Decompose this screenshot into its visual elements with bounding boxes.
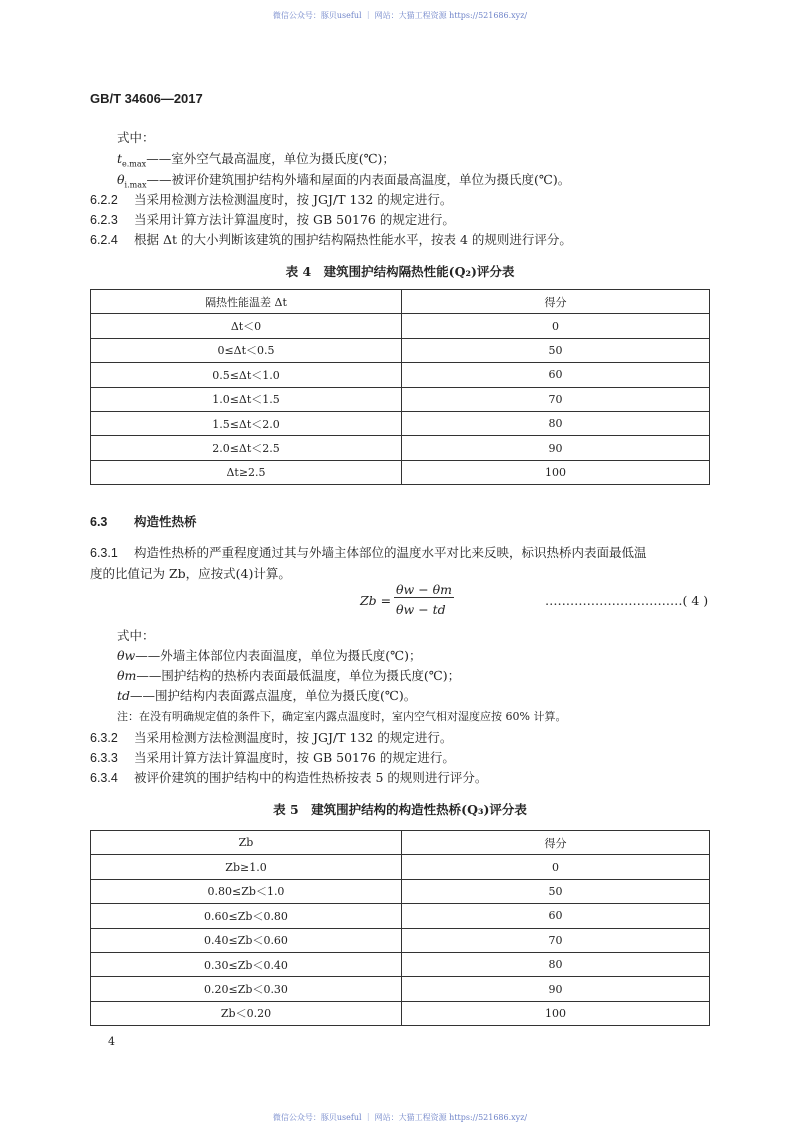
score-cell: 60	[402, 363, 710, 387]
table-row	[91, 460, 710, 484]
clause-6-2-4: 6.2.4 根据 Δt 的大小判断该建筑的围护结构隔热性能水平，按表 4 的规则进行评分。	[90, 232, 572, 247]
range-cell: 0.40≤Zb＜0.60	[91, 928, 402, 952]
header-cell: Zb	[91, 831, 402, 855]
formula-lhs: Zb =	[360, 593, 392, 608]
score-cell: 0	[402, 314, 710, 338]
variable-theta-w: θw——外墙主体部位内表面温度，单位为摄氏度(℃)；	[117, 648, 422, 663]
header-cell: 得分	[402, 290, 710, 314]
section-6-3-heading: 6.3 构造性热桥	[90, 515, 197, 529]
table-row	[91, 928, 710, 952]
range-cell: 0.80≤Zb＜1.0	[91, 879, 402, 903]
table-row	[91, 855, 710, 879]
header-cell: 隔热性能温差 Δt	[91, 290, 402, 314]
table-row	[91, 436, 710, 460]
table-row	[91, 363, 710, 387]
score-cell: 100	[402, 460, 710, 484]
score-cell: 90	[402, 977, 710, 1001]
variable-te-max: $t_{e.max}——$室外空气最高温度，单位为摄氏度(℃)；	[117, 151, 395, 169]
header-cell: 得分	[402, 831, 710, 855]
score-cell: 90	[402, 436, 710, 460]
clause-6-3-1: 6.3.1 构造性热桥的严重程度通过其与外墙主体部位的温度水平对比来反映，标识热桥内表面最低温	[90, 545, 647, 560]
range-cell: Δt≥2.5	[91, 460, 402, 484]
page-number: 4	[108, 1035, 115, 1048]
range-cell: 0.5≤Δt＜1.0	[91, 363, 402, 387]
score-cell: 60	[402, 904, 710, 928]
where-label-2: 式中：	[117, 628, 155, 643]
table-row	[91, 338, 710, 362]
variable-theta-i-max: $\theta_{i.max}——$被评价建筑围护结构外墙和屋面的内表面最高温度，单位为摄氏度(℃)。	[117, 172, 571, 190]
range-cell: 2.0≤Δt＜2.5	[91, 436, 402, 460]
formula-denominator: θw − td	[396, 602, 446, 617]
table-row	[91, 411, 710, 435]
watermark-bottom: 微信公众号：豚贝useful ｜ 网站：大猫工程资源 https://521686.xyz/	[272, 1113, 528, 1122]
clause-6-2-2: 6.2.2 当采用检测方法检测温度时，按 JGJ/T 132 的规定进行。	[90, 192, 453, 207]
standard-number: GB/T 34606—2017	[90, 91, 203, 106]
variable-td: td——围护结构内表面露点温度，单位为摄氏度(℃)。	[117, 688, 417, 703]
range-cell: 0.20≤Zb＜0.30	[91, 977, 402, 1001]
note: 注：在没有明确规定值的条件下，确定室内露点温度时，室内空气相对湿度应按 60% 计算。	[117, 710, 567, 723]
watermark-top: 微信公众号：豚贝useful ｜ 网站：大猫工程资源 https://521686.xyz/	[272, 11, 528, 20]
table-row	[91, 977, 710, 1001]
clause-6-3-1-cont: 度的比值记为 Zb，应按式(4)计算。	[90, 566, 291, 581]
range-cell: 0≤Δt＜0.5	[91, 338, 402, 362]
range-cell: Zb＜0.20	[91, 1001, 402, 1025]
table-row	[91, 1001, 710, 1025]
table4	[90, 289, 710, 485]
table4-caption: 表 4 建筑围护结构隔热性能(Q₂)评分表	[285, 264, 515, 279]
range-cell: 1.5≤Δt＜2.0	[91, 411, 402, 435]
table-row	[91, 952, 710, 976]
clause-6-3-4: 6.3.4 被评价建筑的围护结构中的构造性热桥按表 5 的规则进行评分。	[90, 770, 488, 785]
table-row	[91, 879, 710, 903]
formula-numerator: θw − θm	[396, 582, 453, 597]
clause-6-3-3: 6.3.3 当采用计算方法计算温度时，按 GB 50176 的规定进行。	[90, 750, 455, 765]
table-header-row	[91, 290, 710, 314]
range-cell: Zb≥1.0	[91, 855, 402, 879]
formula-number: ……………………………( 4 )	[545, 593, 709, 608]
score-cell: 70	[402, 928, 710, 952]
table5-caption: 表 5 建筑围护结构的构造性热桥(Q₃)评分表	[273, 802, 527, 817]
variable-theta-m: θm——围护结构的热桥内表面最低温度，单位为摄氏度(℃)；	[117, 668, 461, 683]
score-cell: 80	[402, 952, 710, 976]
score-cell: 70	[402, 387, 710, 411]
where-label: 式中：	[117, 130, 155, 145]
range-cell: 0.60≤Zb＜0.80	[91, 904, 402, 928]
clause-6-2-3: 6.2.3 当采用计算方法计算温度时，按 GB 50176 的规定进行。	[90, 212, 455, 227]
range-cell: 0.30≤Zb＜0.40	[91, 952, 402, 976]
range-cell: 1.0≤Δt＜1.5	[91, 387, 402, 411]
table-header-row	[91, 831, 710, 855]
score-cell: 0	[402, 855, 710, 879]
score-cell: 100	[402, 1001, 710, 1025]
table-row	[91, 904, 710, 928]
score-cell: 50	[402, 879, 710, 903]
clause-6-3-2: 6.3.2 当采用检测方法检测温度时，按 JGJ/T 132 的规定进行。	[90, 730, 453, 745]
table5	[90, 830, 710, 1026]
score-cell: 80	[402, 411, 710, 435]
range-cell: Δt＜0	[91, 314, 402, 338]
score-cell: 50	[402, 338, 710, 362]
table-row	[91, 314, 710, 338]
table-row	[91, 387, 710, 411]
